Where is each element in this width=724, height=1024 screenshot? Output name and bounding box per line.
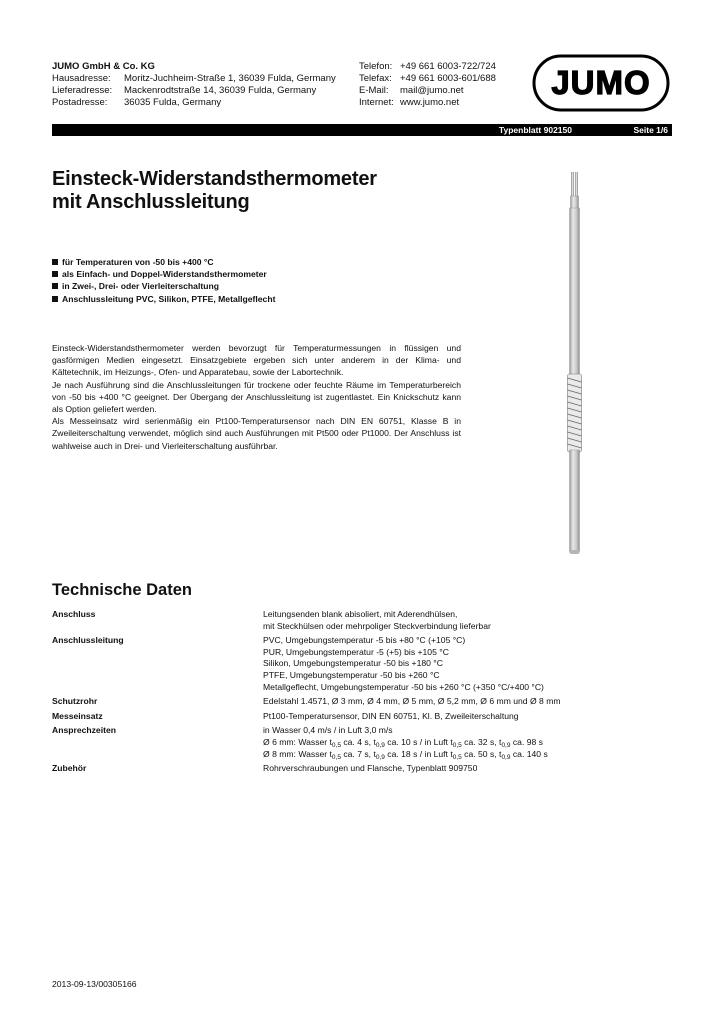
description-paragraph: Einsteck-Widerstandsthermometer werden bevorzugt für Temperaturmessungen in flüssigen und gasförmigen Medien eingesetzt. Einsatzgebiete ergeben sich unter anderem in der Klima- und Kältetechnik, im Heizungs-, Ofen- und Apparatebau, sowie der Labortechnik. [52, 343, 461, 378]
bullet-square-icon [52, 271, 58, 277]
document-id-footer: 2013-09-13/00305166 [52, 979, 137, 989]
feature-item: als Einfach- und Doppel-Widerstandsthermometer [52, 268, 275, 280]
spec-row-anschlussleitung: Anschlussleitung PVC, Umgebungstemperatur -5 bis +80 °C (+105 °C) PUR, Umgebungstemperatur -5 (+5) bis +105 °C Silikon, Umgebungstemperatur -50 bis +180 °C PTFE, Umgebungstemperatur -50 bis +260 °C Metallgeflecht, Umgebungstemperatur -50 bis +260 °C (+350 °C/+400 °C) [52, 635, 544, 692]
feature-item: für Temperaturen von -50 bis +400 °C [52, 256, 275, 268]
bullet-square-icon [52, 283, 58, 289]
address-row: Postadresse: 36035 Fulda, Germany [52, 97, 222, 108]
spec-row-zubehoer: Zubehör Rohrverschraubungen und Flansche, Typenblatt 909750 [52, 763, 478, 774]
feature-item: Anschlussleitung PVC, Silikon, PTFE, Metallgeflecht [52, 293, 275, 305]
contact-block [359, 61, 496, 109]
logo-text: JUMO [551, 64, 651, 101]
description [52, 342, 461, 452]
address-row: Hausadresse: Moritz-Juchheim-Straße 1, 36039 Fulda, Germany [52, 73, 336, 84]
contact-row: Telefax: +49 661 6003-601/688 [359, 73, 496, 84]
contact-row: Internet: www.jumo.net [359, 97, 460, 108]
response-time-8mm: Ø 8 mm: Wasser $t_{0,5}$ ca. 7 s, $t_{0,9}$ ca. 18 s / in Luft $t_{0,5}$ ca. 50 s, $t_{0,9}$ ca. 140 s [263, 748, 548, 761]
section-heading-tech-data: Technische Daten [52, 581, 192, 599]
page-number: Seite 1/6 [633, 125, 668, 135]
response-time-6mm: Ø 6 mm: Wasser $t_{0,5}$ ca. 4 s, $t_{0,9}$ ca. 10 s / in Luft $t_{0,5}$ ca. 32 s, $t_{0,9}$ ca. 98 s [263, 736, 543, 749]
address-row: Lieferadresse: Mackenrodtstraße 14, 36039 Fulda, Germany [52, 85, 317, 96]
spec-table [52, 609, 672, 778]
spec-row-ansprechzeiten: Ansprechzeiten in Wasser 0,4 m/s / in Luft 3,0 m/s Ø 6 mm: Wasser $t_{0,5}$ ca. 4 s, $t_{0,9}$ ca. 10 s / in Luft $t_{0,5}$ ca. 32 s, $t_{0,9}$ ca. 98 s Ø 8 mm: Wasser $t_{0,5}$ ca. 7 s, $t_{0,9}$ ca. 18 s / in Luft $t_{0,5}$ ca. 50 s, $t_{0,9}$ ca. 140 s [52, 725, 672, 760]
page-title: Einsteck-Widerstandsthermometer mit Anschlussleitung [52, 168, 377, 213]
contact-row: Telefon: +49 661 6003-722/724 [359, 61, 496, 72]
jumo-logo [532, 54, 670, 112]
feature-list [52, 256, 275, 305]
description-paragraph: Je nach Ausführung sind die Anschlussleitungen für trockene oder feuchte Räume im Temperaturbereich von -50 bis +400 °C geeignet. Der Übergang der Anschlussleitung ist zugentlastet. Ein Knickschutz kann als Option geliefert werden. [52, 379, 461, 415]
thermometer-illustration [560, 172, 590, 556]
company-name: JUMO GmbH & Co. KG [52, 61, 155, 72]
bullet-square-icon [52, 296, 58, 302]
feature-item: in Zwei-, Drei- oder Vierleiterschaltung [52, 280, 275, 292]
spec-row-anschluss: Anschluss Leitungsenden blank abisoliert, mit Aderendhülsen, mit Steckhülsen oder mehrpoliger Steckverbindung lieferbar [52, 609, 491, 631]
spec-row-messeinsatz: Messeinsatz Pt100-Temperatursensor, DIN EN 60751, Kl. B, Zweileiterschaltung [52, 710, 519, 721]
company-address-block [52, 61, 336, 109]
contact-row: E-Mail: mail@jumo.net [359, 85, 464, 96]
sheet-number: Typenblatt 902150 [498, 125, 572, 135]
description-paragraph: Als Messeinsatz wird serienmäßig ein Pt100-Temperatursensor nach DIN EN 60751, Klasse B in Zweileiterschaltung verwendet, möglich sind auch Ausführungen mit Pt500 oder Pt1000. Der Anschluss ist wahlweise auch in Drei- und Vierleiterschaltung ausführbar. [52, 416, 461, 451]
header-bar [52, 124, 672, 136]
bullet-square-icon [52, 259, 58, 265]
spec-row-schutzrohr: Schutzrohr Edelstahl 1.4571, Ø 3 mm, Ø 4 mm, Ø 5 mm, Ø 5,2 mm, Ø 6 mm und Ø 8 mm [52, 696, 561, 707]
